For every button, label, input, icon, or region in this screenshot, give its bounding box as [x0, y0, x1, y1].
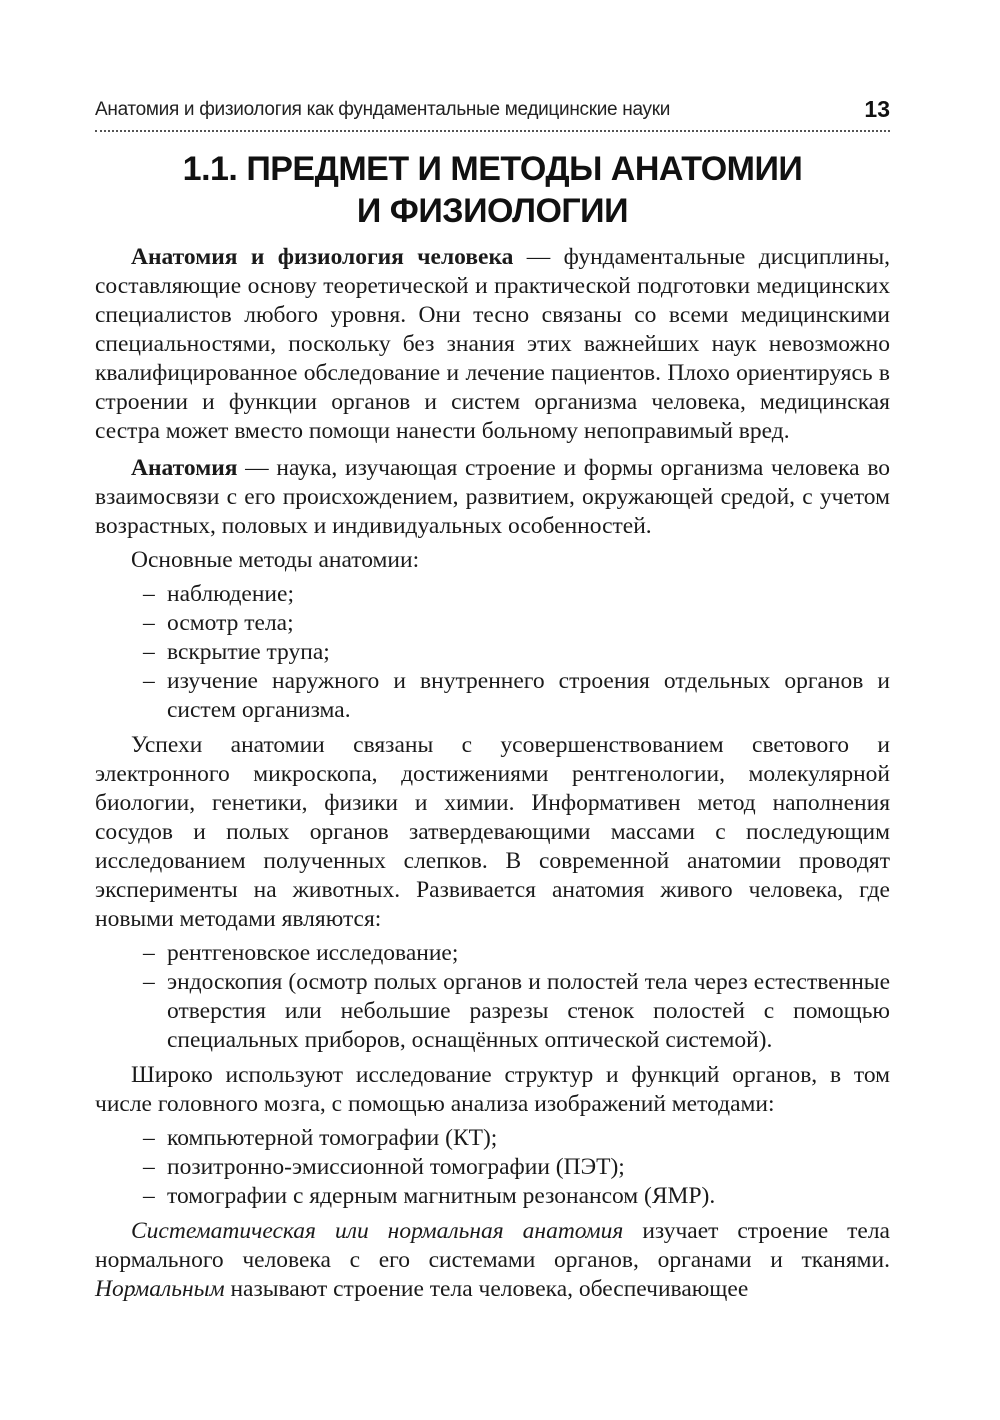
paragraph-systematic-anatomy	[95, 1217, 890, 1304]
living-anatomy-methods-list	[95, 939, 890, 1055]
running-header	[95, 96, 890, 132]
imaging-methods-list	[95, 1124, 890, 1211]
chapter-title-line-2: И ФИЗИОЛОГИИ	[356, 192, 629, 230]
list-item: – изучение наружного и внутреннего строения отдельных органов и систем организма.	[167, 667, 890, 725]
list-item: – осмотр тела;	[167, 609, 890, 638]
list-item: – наблюдение;	[167, 580, 890, 609]
term-anatomy: Анатомия	[131, 455, 238, 481]
paragraph-intro-text: — фундаментальные дисциплины, составляющие основу теоретической и практической подготовки медицинских специалистов любого уровня. Они тесно связаны со всеми медицинскими специальностями, поскольку без знания этих важнейших наук невозможно квалифицированное обследование и лечение пациентов. Плохо ориентируясь в строении и функции органов и систем организма человека, медицинская сестра может вместо помощи нанести больному непоправимый вред.	[95, 244, 890, 444]
body-text	[95, 243, 890, 1309]
paragraph-anatomy-definition	[95, 454, 890, 541]
term-anatomy-physiology: Анатомия и физиология человека	[131, 244, 514, 270]
paragraph-methods-intro: Основные методы анатомии:	[131, 547, 420, 573]
paragraph-systematic-text-b: называют строение тела человека, обеспечивающее	[224, 1276, 749, 1302]
page-number: 13	[864, 96, 890, 122]
term-normal: Нормальным	[95, 1276, 225, 1302]
list-item: – рентгеновское исследование;	[167, 939, 890, 968]
running-title: Анатомия и физиология как фундаментальные медицинские науки	[95, 99, 671, 120]
chapter-title	[95, 148, 890, 232]
paragraph-systematic-text-a: изучает строение тела нормального человека с его системами органов, органами и тканями.	[95, 1218, 890, 1273]
list-item: – эндоскопия (осмотр полых органов и полостей тела через естественные отверстия или небольшие разрезы стенок полостей с помощью специальных приборов, оснащённых оптической системой).	[167, 968, 890, 1055]
paragraph-imaging: Широко используют исследование структур и функций органов, в том числе головного мозга, с помощью анализа изображений методами:	[95, 1062, 890, 1117]
list-item: – томографии с ядерным магнитным резонансом (ЯМР).	[167, 1182, 890, 1211]
paragraph-anatomy-definition-text: — наука, изучающая строение и формы организма человека во взаимосвязи с его происхождением, развитием, окружающей средой, с учетом возрастных, половых и индивидуальных особенностей.	[95, 455, 890, 539]
paragraph-anatomy-success: Успехи анатомии связаны с усовершенствованием светового и электронного микроскопа, достижениями рентгенологии, молекулярной биологии, генетики, физики и химии. Информативен метод наполнения сосудов и полых органов затвердевающими массами с последующим исследованием полученных слепков. В современной анатомии проводят эксперименты на животных. Развивается анатомия живого человека, где новыми методами являются:	[95, 732, 890, 932]
methods-list	[95, 580, 890, 725]
chapter-title-line-1: 1.1. ПРЕДМЕТ И МЕТОДЫ АНАТОМИИ	[182, 150, 803, 188]
list-item: – позитронно-эмиссионной томографии (ПЭТ);	[167, 1153, 890, 1182]
paragraph-intro	[95, 243, 890, 446]
list-item: – вскрытие трупа;	[167, 638, 890, 667]
list-item: – компьютерной томографии (КТ);	[167, 1124, 890, 1153]
term-systematic-anatomy: Систематическая или нормальная анатомия	[131, 1218, 624, 1244]
